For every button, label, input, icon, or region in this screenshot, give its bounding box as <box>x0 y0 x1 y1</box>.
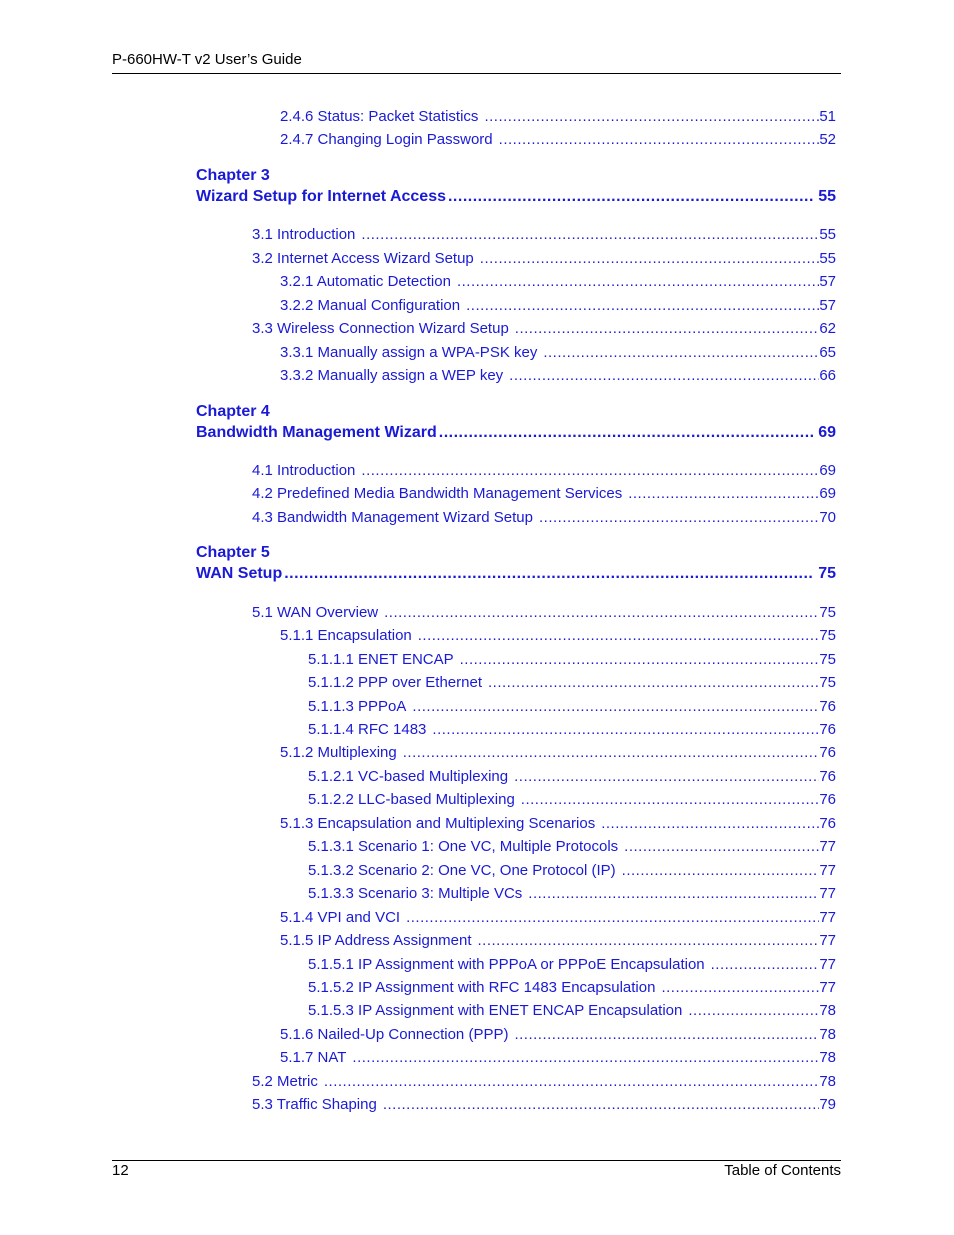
toc-entry[interactable] <box>252 249 836 269</box>
dot-leader <box>543 343 819 363</box>
toc-entry[interactable] <box>252 484 836 504</box>
toc-entry[interactable] <box>308 861 836 881</box>
toc-entry[interactable] <box>308 790 836 810</box>
toc-entry[interactable] <box>308 978 836 998</box>
toc-entry-page: 78 <box>819 1072 836 1090</box>
toc-entry-title: 3.2.1 Automatic Detection <box>280 273 451 291</box>
toc-entry[interactable] <box>280 743 836 763</box>
toc-entry[interactable] <box>308 720 836 740</box>
toc-entry-page: 77 <box>819 932 836 950</box>
toc-entry-page: 75 <box>819 627 836 645</box>
toc-entry[interactable] <box>280 130 836 150</box>
dot-leader <box>521 790 820 810</box>
toc-entry-title: 3.2.2 Manual Configuration <box>280 296 461 314</box>
dot-leader <box>514 1025 819 1045</box>
toc-entry-page: 77 <box>819 908 836 926</box>
toc-entry-title: 3.3 Wireless Connection Wizard Setup <box>252 320 509 338</box>
chapter-label: Chapter 4 <box>196 402 270 420</box>
dot-leader <box>499 130 820 150</box>
header-rule <box>112 73 841 74</box>
toc-entry-page: 57 <box>819 273 836 291</box>
dot-leader <box>439 423 814 443</box>
toc-entry-page: 78 <box>819 1002 836 1020</box>
dot-leader <box>361 461 819 481</box>
toc-chapter-entry[interactable] <box>196 564 836 584</box>
toc-entry[interactable] <box>308 673 836 693</box>
toc-entry-page: 76 <box>819 697 836 715</box>
toc-entry-page: 78 <box>819 1025 836 1043</box>
toc-entry-title: 5.1.6 Nailed-Up Connection (PPP) <box>280 1025 509 1043</box>
chapter-label: Chapter 5 <box>196 544 270 562</box>
toc-entry-title: 5.1 WAN Overview <box>252 603 379 621</box>
toc-entry[interactable] <box>280 272 836 292</box>
toc-entry-title: 3.3.2 Manually assign a WEP key <box>280 367 504 385</box>
toc-entry-title: 5.3 Traffic Shaping <box>252 1096 377 1114</box>
toc-entry[interactable] <box>308 650 836 670</box>
dot-leader <box>480 249 820 269</box>
toc-entry-title: 3.2 Internet Access Wizard Setup <box>252 249 474 267</box>
toc-entry[interactable] <box>280 296 836 316</box>
dot-leader <box>412 697 819 717</box>
dot-leader <box>384 603 819 623</box>
dot-leader <box>478 931 820 951</box>
toc-entry[interactable] <box>252 1095 836 1115</box>
toc-entry-page: 55 <box>818 187 836 205</box>
dot-leader <box>628 484 819 504</box>
dot-leader <box>383 1095 820 1115</box>
chapter-label: Chapter 3 <box>196 166 270 184</box>
toc-entry-title: 5.1.4 VPI and VCI <box>280 908 401 926</box>
toc-entry-page: 76 <box>819 767 836 785</box>
toc-entry-page: 75 <box>819 603 836 621</box>
toc-entry-page: 76 <box>819 721 836 738</box>
toc-chapter-entry[interactable] <box>196 187 836 207</box>
dot-leader <box>509 366 819 386</box>
toc-entry-title: 5.1.5 IP Address Assignment <box>280 932 472 950</box>
toc-entry-page: 76 <box>819 744 836 762</box>
toc-entry-title: 4.1 Introduction <box>252 461 356 479</box>
toc-entry-page: 76 <box>819 791 836 809</box>
toc-entry-title: 5.2 Metric <box>252 1072 318 1090</box>
toc-entry-page: 62 <box>819 320 836 338</box>
dot-leader <box>418 626 820 646</box>
toc-entry-page: 77 <box>819 955 836 973</box>
dot-leader <box>622 861 820 881</box>
dot-leader <box>624 837 819 857</box>
toc-entry[interactable] <box>280 1048 836 1068</box>
toc-entry[interactable] <box>280 626 836 646</box>
dot-leader <box>324 1072 819 1092</box>
toc-entry-title: 2.4.7 Changing Login Password <box>280 131 493 149</box>
toc-entry-title: 5.1.3 Encapsulation and Multiplexing Scenarios <box>280 814 596 832</box>
toc-entry-title: 5.1.1 Encapsulation <box>280 627 412 645</box>
toc-entry-title: 5.1.3.3 Scenario 3: Multiple VCs <box>308 885 523 903</box>
toc-entry-title: 5.1.2 Multiplexing <box>280 744 397 762</box>
toc-entry-title: 5.1.3.1 Scenario 1: One VC, Multiple Protocols <box>308 838 619 856</box>
toc-entry-title: 5.1.5.2 IP Assignment with RFC 1483 Encapsulation <box>308 978 656 996</box>
toc-entry[interactable] <box>252 1072 836 1092</box>
toc-entry-title: 3.1 Introduction <box>252 226 356 244</box>
toc-entry-page: 57 <box>819 296 836 314</box>
toc-entry-page: 55 <box>819 226 836 244</box>
toc-entry[interactable] <box>252 225 836 245</box>
toc-entry-title: Wizard Setup for Internet Access <box>196 187 446 205</box>
running-header: P-660HW-T v2 User’s Guide <box>112 51 302 68</box>
page-number: 12 <box>112 1162 129 1179</box>
dot-leader <box>484 107 819 127</box>
dot-leader <box>448 187 814 207</box>
dot-leader <box>711 955 820 975</box>
dot-leader <box>688 1001 819 1021</box>
toc-entry[interactable] <box>308 837 836 857</box>
footer-section-title: Table of Contents <box>724 1162 841 1179</box>
dot-leader <box>488 673 819 693</box>
dot-leader <box>514 767 819 787</box>
dot-leader <box>466 296 819 316</box>
toc-entry-title: 5.1.5.3 IP Assignment with ENET ENCAP Encapsulation <box>308 1002 683 1020</box>
toc-entry[interactable] <box>252 461 836 481</box>
toc-entry-page: 75 <box>819 674 836 692</box>
toc-entry-page: 76 <box>819 814 836 832</box>
dot-leader <box>403 743 820 763</box>
toc-entry-title: 4.2 Predefined Media Bandwidth Management Services <box>252 485 623 503</box>
toc-entry[interactable] <box>252 603 836 623</box>
toc-entry-page: 70 <box>819 508 836 526</box>
toc-entry[interactable] <box>280 908 836 928</box>
dot-leader <box>432 720 819 740</box>
toc-entry[interactable] <box>308 697 836 717</box>
dot-leader <box>352 1048 819 1068</box>
dot-leader <box>457 272 819 292</box>
dot-leader <box>406 908 819 928</box>
dot-leader <box>460 650 820 670</box>
toc-entry[interactable] <box>252 319 836 339</box>
toc-entry-title: WAN Setup <box>196 565 283 583</box>
toc-entry[interactable] <box>308 884 836 904</box>
toc-entry-title: 4.3 Bandwidth Management Wizard Setup <box>252 508 533 526</box>
toc-entry-title: 5.1.1.3 PPPoA <box>308 697 407 715</box>
toc-entry-page: 69 <box>819 461 836 479</box>
toc-entry[interactable] <box>280 1025 836 1045</box>
toc-entry-page: 78 <box>819 1049 836 1067</box>
dot-leader <box>528 884 819 904</box>
toc-entry-title: 5.1.2.1 VC-based Multiplexing <box>308 767 509 785</box>
toc-entry-title: 5.1.5.1 IP Assignment with PPPoA or PPPoE Encapsulation <box>308 955 705 973</box>
toc-entry-title: 5.1.1.4 RFC 1483 <box>308 721 427 738</box>
toc-entry-page: 75 <box>819 650 836 668</box>
toc-entry[interactable] <box>308 767 836 787</box>
toc-entry-title: 5.1.3.2 Scenario 2: One VC, One Protocol (IP) <box>308 861 616 879</box>
toc-entry-page: 55 <box>819 249 836 267</box>
toc-entry[interactable] <box>280 343 836 363</box>
toc-entry[interactable] <box>252 508 836 528</box>
toc-entry[interactable] <box>280 107 836 127</box>
toc-entry-title: 5.1.2.2 LLC-based Multiplexing <box>308 791 515 809</box>
dot-leader <box>661 978 819 998</box>
toc-entry-page: 77 <box>819 885 836 903</box>
toc-entry-page: 52 <box>819 131 836 149</box>
toc-entry-page: 65 <box>819 343 836 361</box>
toc-entry-page: 77 <box>819 978 836 996</box>
toc-entry[interactable] <box>308 1001 836 1021</box>
toc-entry-page: 69 <box>819 485 836 503</box>
toc-chapter-entry[interactable] <box>196 423 836 443</box>
toc-entry-title: 5.1.1.1 ENET ENCAP <box>308 650 454 668</box>
toc-entry[interactable] <box>280 814 836 834</box>
toc-entry-page: 69 <box>818 423 836 441</box>
toc-entry[interactable] <box>280 366 836 386</box>
toc-entry-page: 79 <box>819 1096 836 1114</box>
footer-rule <box>112 1160 841 1161</box>
toc-entry[interactable] <box>280 931 836 951</box>
toc-entry-title: 2.4.6 Status: Packet Statistics <box>280 108 479 125</box>
dot-leader <box>515 319 820 339</box>
toc-entry-title: 5.1.1.2 PPP over Ethernet <box>308 674 483 692</box>
toc-entry-page: 66 <box>819 367 836 385</box>
dot-leader <box>539 508 819 528</box>
toc-entry-page: 51 <box>819 108 836 125</box>
toc-entry-page: 77 <box>819 861 836 879</box>
toc-entry-title: 5.1.7 NAT <box>280 1049 347 1067</box>
dot-leader <box>601 814 819 834</box>
toc-entry-title: Bandwidth Management Wizard <box>196 423 437 441</box>
toc-entry-title: 3.3.1 Manually assign a WPA-PSK key <box>280 343 538 361</box>
toc-entry-page: 75 <box>818 565 836 583</box>
toc-entry[interactable] <box>308 955 836 975</box>
dot-leader <box>284 564 814 584</box>
toc-entry-page: 77 <box>819 838 836 856</box>
dot-leader <box>361 225 819 245</box>
